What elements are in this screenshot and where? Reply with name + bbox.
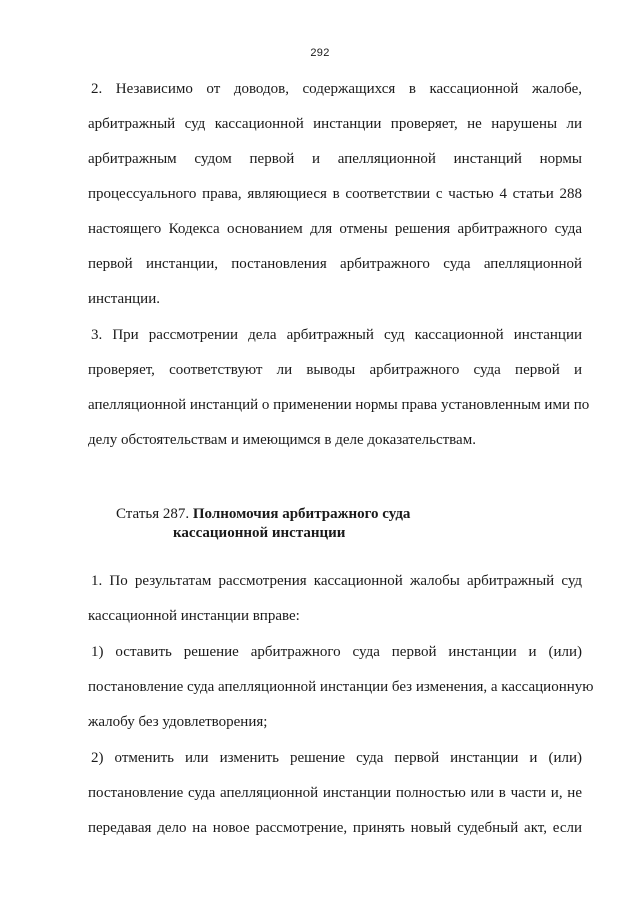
page-number: 292 <box>310 47 330 59</box>
text-line: проверяет, соответствуют ли выводы арбитражного суда первой и <box>88 362 582 378</box>
text-line: 3. При рассмотрении дела арбитражный суд кассационной инстанции <box>91 327 582 343</box>
article-title-line2: кассационной инстанции <box>173 525 346 541</box>
text-line: 1. По результатам рассмотрения кассационной жалобы арбитражный суд <box>91 573 582 589</box>
text-line: первой инстанции, постановления арбитражного суда апелляционной <box>88 256 582 272</box>
text-line: постановление суда апелляционной инстанции без изменения, а кассационную <box>88 679 594 695</box>
text-line: делу обстоятельствам и имеющимся в деле доказательствам. <box>88 432 476 448</box>
text-line: 1) оставить решение арбитражного суда первой инстанции и (или) <box>91 644 582 660</box>
article-heading <box>116 505 410 523</box>
text-line: 2) отменить или изменить решение суда первой инстанции и (или) <box>91 750 582 766</box>
text-line: арбитражным судом первой и апелляционной инстанций нормы <box>88 151 582 167</box>
text-line: процессуального права, являющиеся в соответствии с частью 4 статьи 288 <box>88 186 582 202</box>
text-line: инстанции. <box>88 291 160 307</box>
text-line: настоящего Кодекса основанием для отмены решения арбитражного суда <box>88 221 582 237</box>
text-line: арбитражный суд кассационной инстанции проверяет, не нарушены ли <box>88 116 582 132</box>
text-line: апелляционной инстанций о применении нормы права установленным ими по <box>88 397 590 413</box>
text-line: 2. Независимо от доводов, содержащихся в кассационной жалобе, <box>91 81 582 97</box>
text-line: передавая дело на новое рассмотрение, принять новый судебный акт, если <box>88 820 582 836</box>
article-title-line1: Полномочия арбитражного суда <box>192 506 411 522</box>
text-line: постановление суда апелляционной инстанции полностью или в части и, не <box>88 785 582 801</box>
article-label: Статья 287. <box>116 506 193 522</box>
text-line: кассационной инстанции вправе: <box>88 608 300 624</box>
text-line: жалобу без удовлетворения; <box>88 714 268 730</box>
